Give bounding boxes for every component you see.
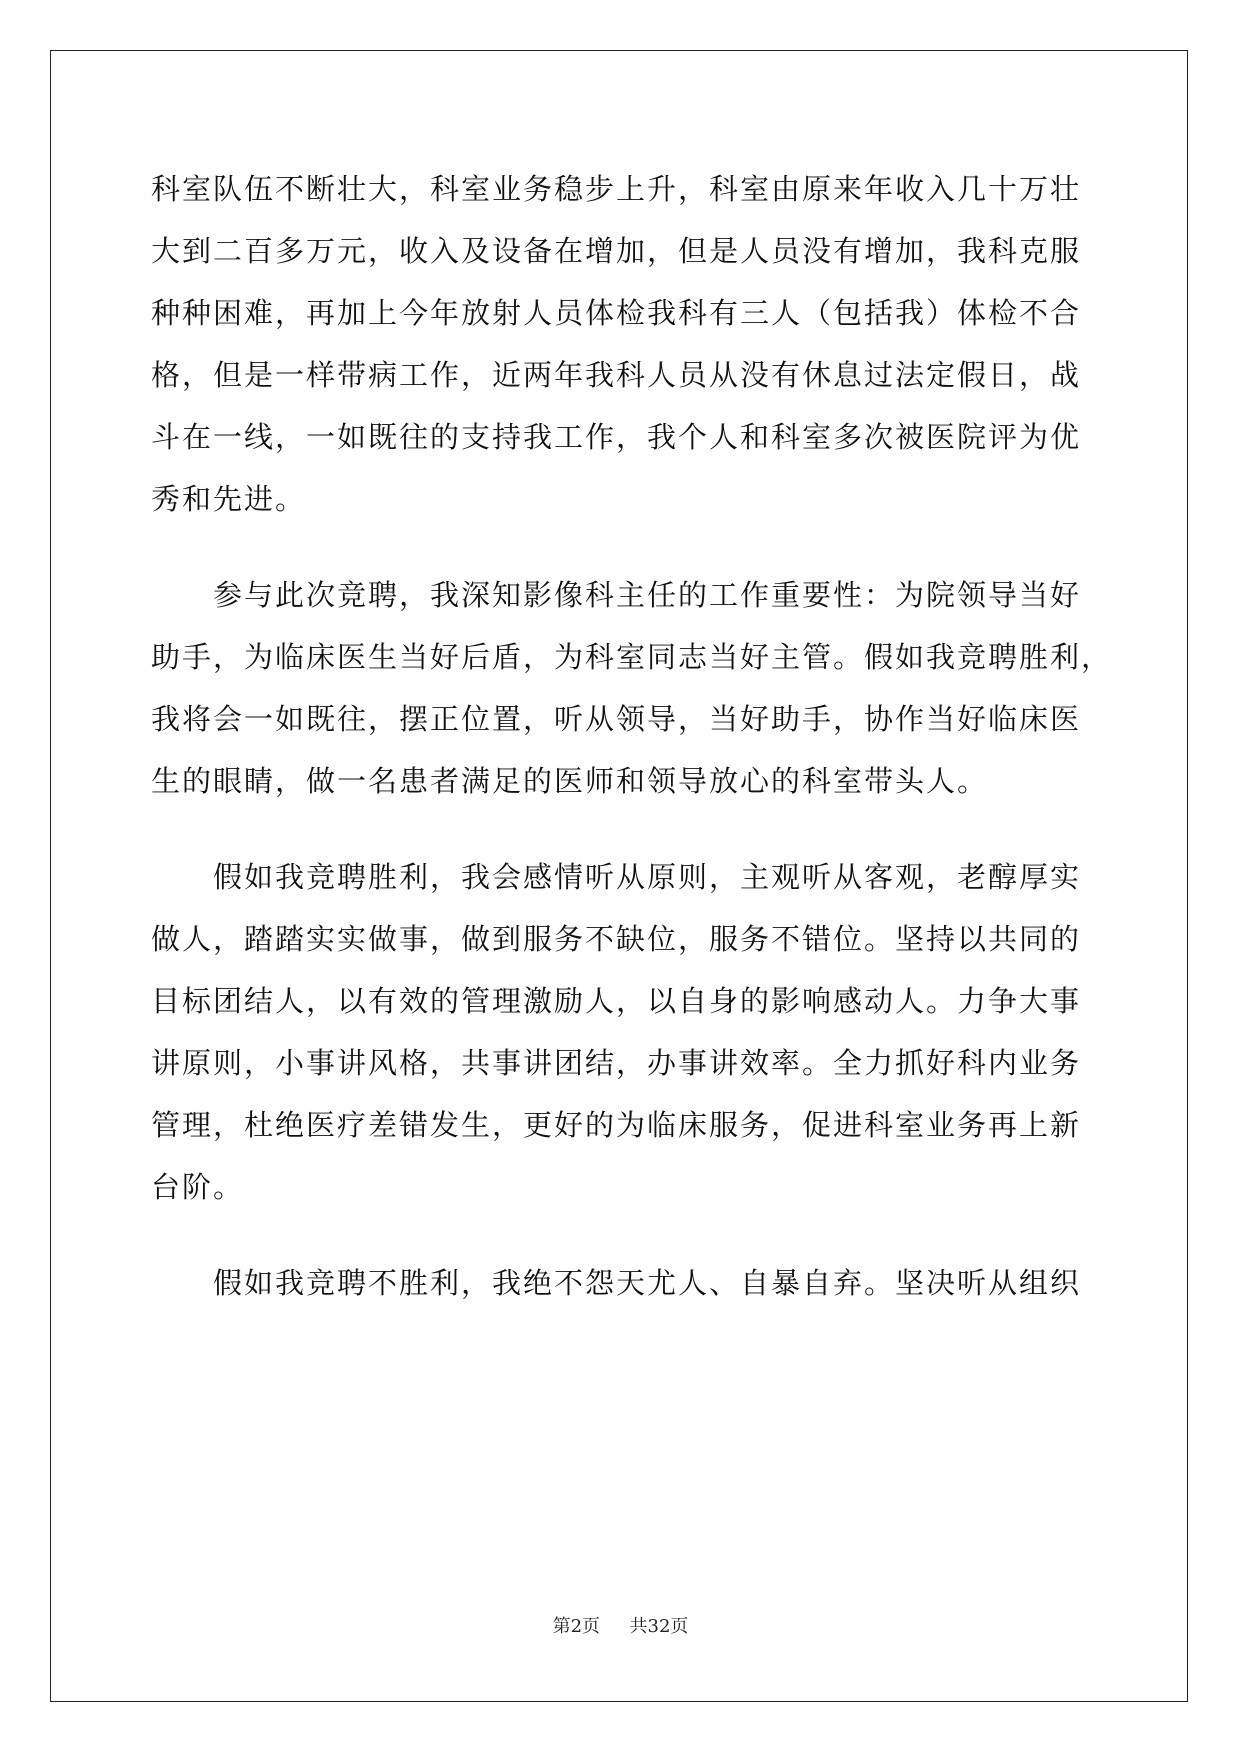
text-line: 参与此次竞聘，我深知影像科主任的工作重要性：为院领导当好 [213,578,1082,612]
page-total: 共32页 [629,1616,689,1637]
page-number: 第2页 [552,1616,601,1637]
paragraph-4 [151,1252,1091,1314]
text-line: 秀和先进。 [151,482,307,516]
text-line: 种种困难，再加上今年放射人员体检我科有三人（包括我）体检不合 [151,296,1082,330]
text-line: 目标团结人，以有效的管理激励人，以自身的影响感动人。力争大事 [151,984,1082,1018]
text-line: 假如我竞聘不胜利，我绝不怨天尤人、自暴自弃。坚决听从组织 [213,1266,1082,1300]
text-line: 生的眼睛，做一名患者满足的医师和领导放心的科室带头人。 [151,764,989,798]
paragraph-3 [151,846,1091,1218]
text-line: 讲原则，小事讲风格，共事讲团结，办事讲效率。全力抓好科内业务 [151,1046,1082,1080]
text-line: 助手，为临床医生当好后盾，为科室同志当好主管。假如我竞聘胜利， [151,640,1113,674]
paragraph-1 [151,158,1091,530]
text-line: 斗在一线，一如既往的支持我工作，我个人和科室多次被医院评为优 [151,420,1082,454]
text-line: 大到二百多万元，收入及设备在增加，但是人员没有增加，我科克服 [151,234,1082,268]
paragraph-2 [151,564,1113,812]
text-line: 假如我竞聘胜利，我会感情听从原则，主观听从客观，老醇厚实 [213,860,1082,894]
page-footer [0,1612,1241,1638]
text-line: 我将会一如既往，摆正位置，听从领导，当好助手，协作当好临床医 [151,702,1082,736]
text-line: 格，但是一样带病工作，近两年我科人员从没有休息过法定假日，战 [151,358,1082,392]
text-line: 科室队伍不断壮大，科室业务稳步上升，科室由原来年收入几十万壮 [151,172,1082,206]
text-line: 台阶。 [151,1170,245,1204]
text-line: 管理，杜绝医疗差错发生，更好的为临床服务，促进科室业务再上新 [151,1108,1082,1142]
document-body [151,158,1113,1314]
text-line: 做人，踏踏实实做事，做到服务不缺位，服务不错位。坚持以共同的 [151,922,1082,956]
